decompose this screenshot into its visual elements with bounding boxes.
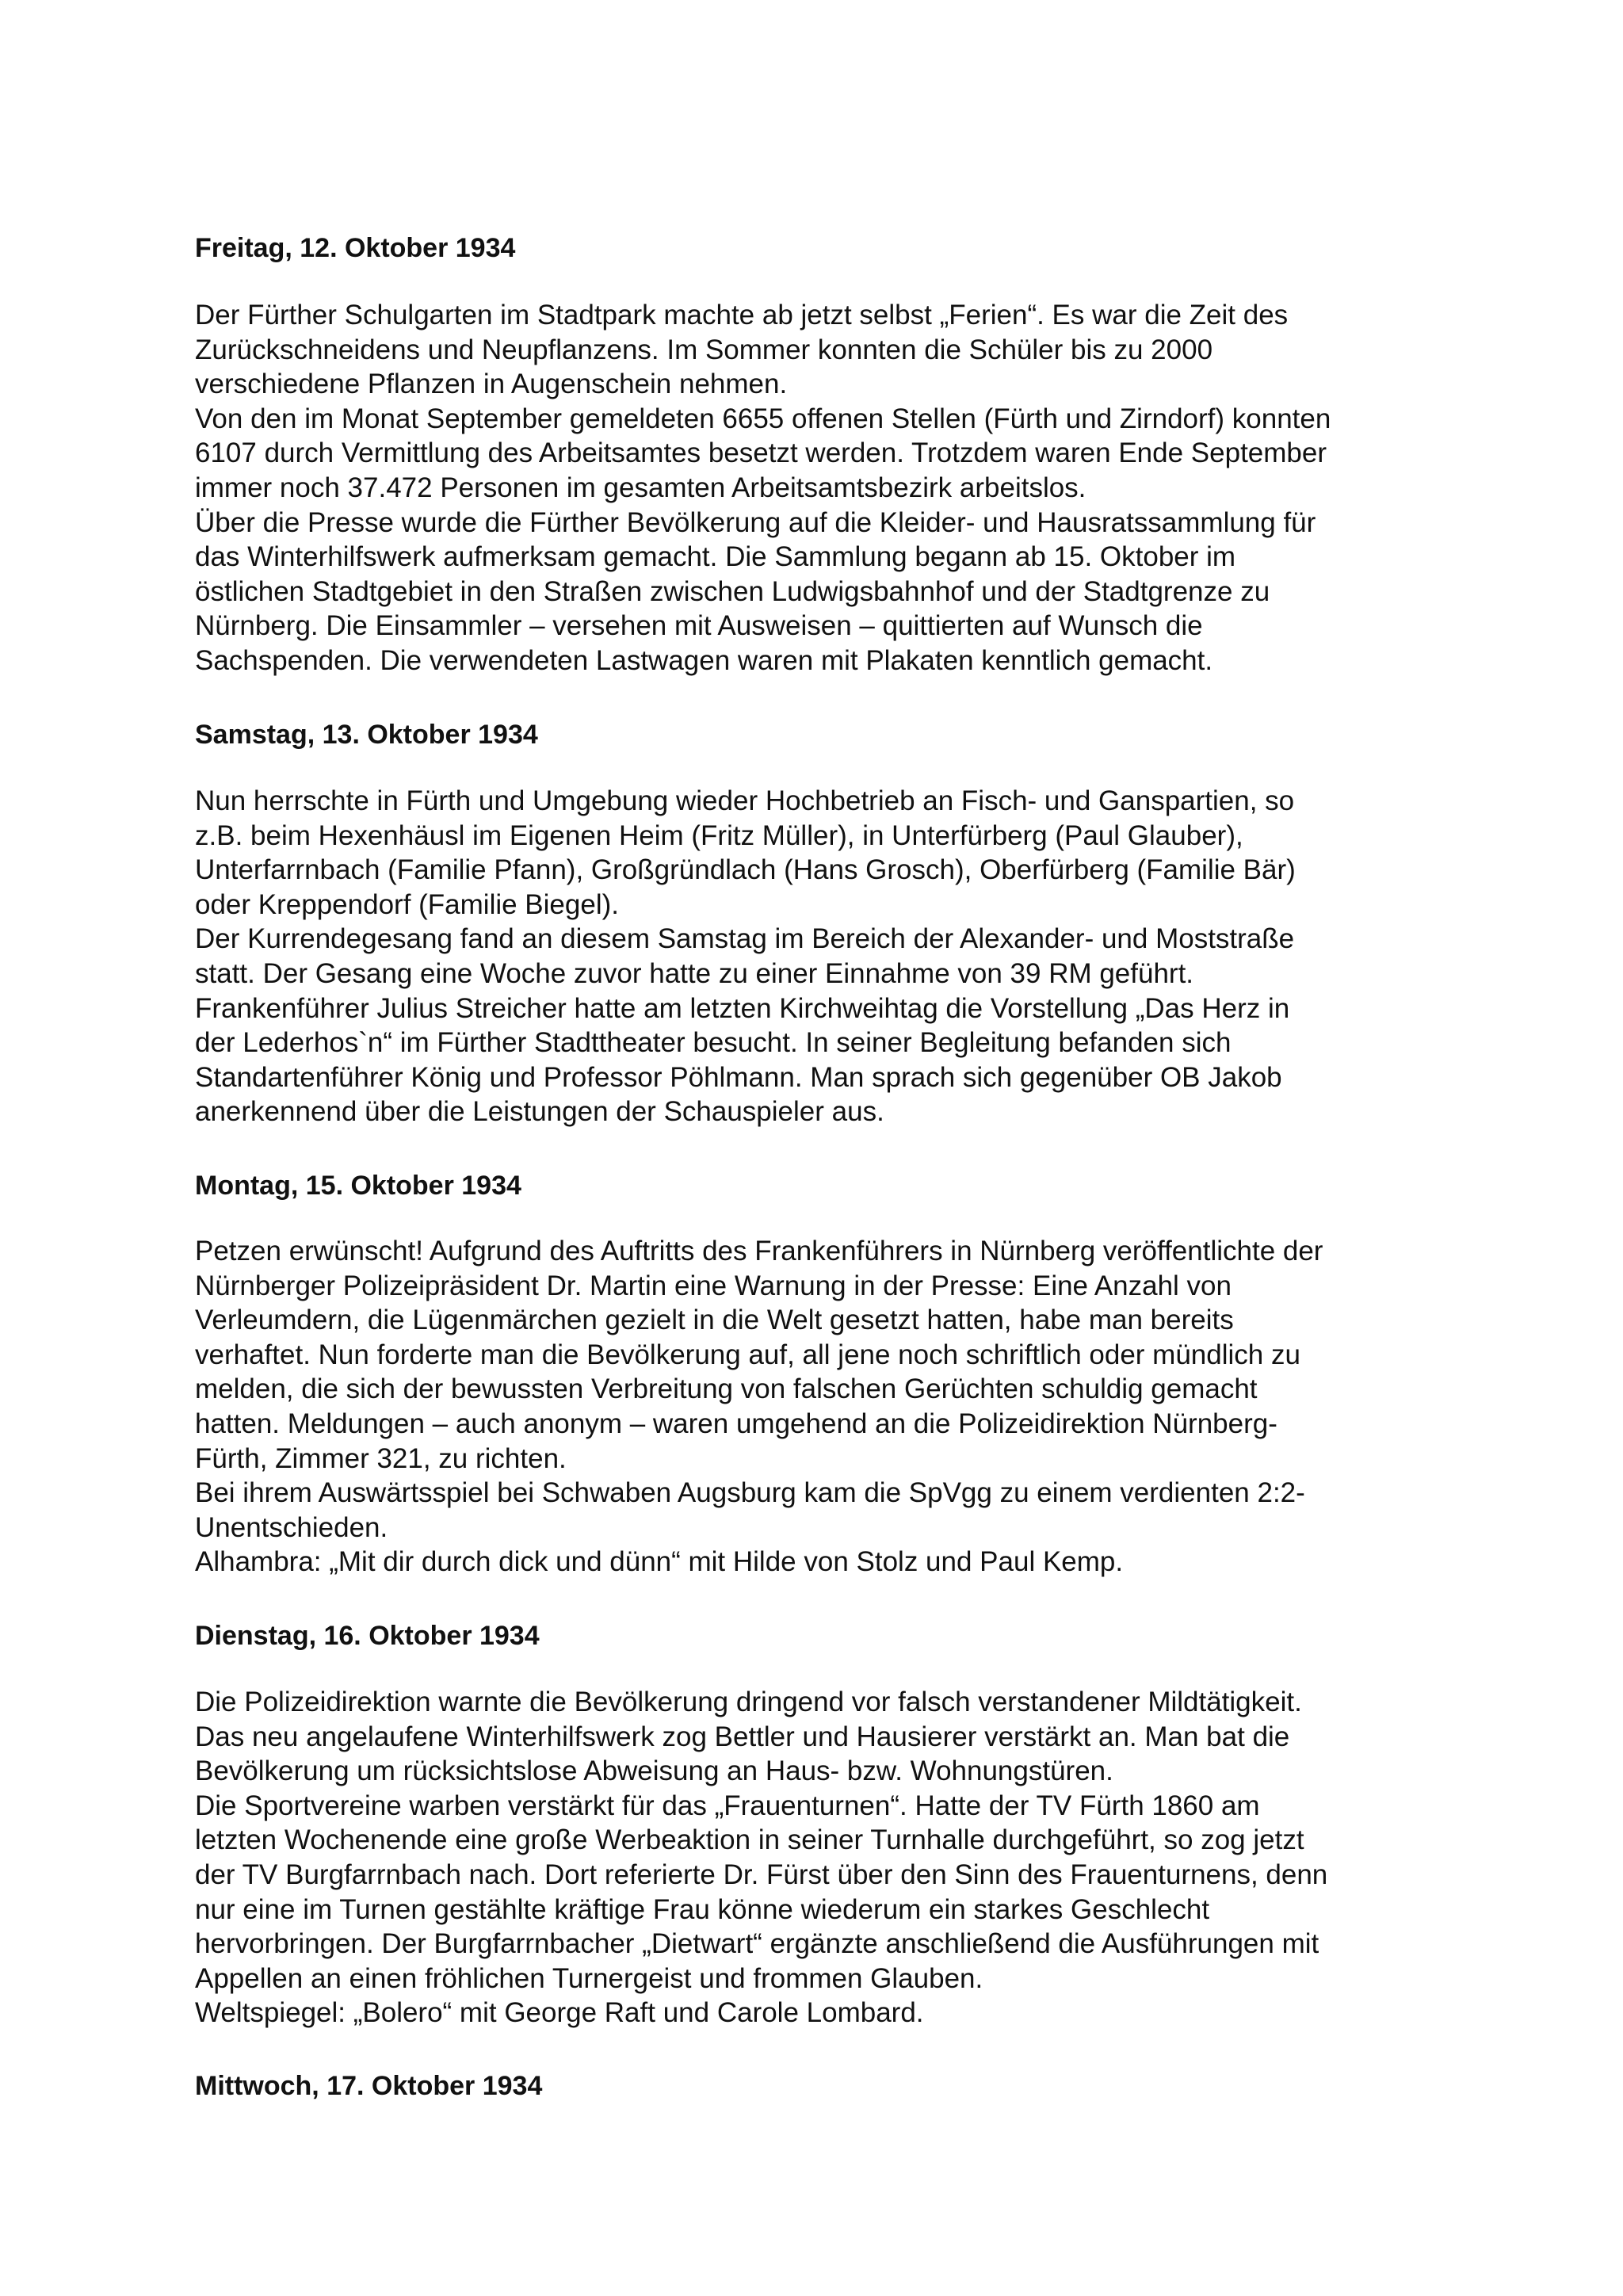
body-line: Über die Presse wurde die Fürther Bevölkerung auf die Kleider- und Hausratssammlung für: [195, 506, 1316, 538]
body-line: Nürnberger Polizeipräsident Dr. Martin eine Warnung in der Presse: Eine Anzahl von: [195, 1270, 1232, 1301]
body-line: Nun herrschte in Fürth und Umgebung wieder Hochbetrieb an Fisch- und Ganspartien, so: [195, 785, 1295, 816]
body-line: letzten Wochenende eine große Werbeaktion in seiner Turnhalle durchgeführt, so zog jetzt: [195, 1824, 1304, 1856]
body-line: Appellen an einen fröhlichen Turnergeist und frommen Glauben.: [195, 1962, 983, 1994]
body-line: Unterfarrnbach (Familie Pfann), Großgründlach (Hans Grosch), Oberfürberg (Familie Bär): [195, 854, 1296, 886]
body-line: Bevölkerung um rücksichtslose Abweisung an Haus- bzw. Wohnungstüren.: [195, 1755, 1113, 1787]
entry-date-heading: Dienstag, 16. Oktober 1934: [195, 1621, 540, 1651]
body-line: 6107 durch Vermittlung des Arbeitsamtes besetzt werden. Trotzdem waren Ende September: [195, 437, 1327, 469]
body-line: Zurückschneidens und Neupflanzens. Im Sommer konnten die Schüler bis zu 2000: [195, 334, 1213, 365]
entry-date-heading: Mittwoch, 17. Oktober 1934: [195, 2071, 543, 2101]
body-line: Petzen erwünscht! Aufgrund des Auftritts des Frankenführers in Nürnberg veröffentlichte der: [195, 1236, 1323, 1266]
entry-body: [195, 1234, 1431, 1580]
body-line: verschiedene Pflanzen in Augenschein nehmen.: [195, 369, 788, 400]
body-line: Sachspenden. Die verwendeten Lastwagen waren mit Plakaten kenntlich gemacht.: [195, 644, 1213, 676]
entry-body: [195, 298, 1431, 678]
body-line: der Lederhos`n“ im Fürther Stadttheater besucht. In seiner Begleitung befanden sich: [195, 1027, 1232, 1059]
entry-date-heading: Samstag, 13. Oktober 1934: [195, 720, 538, 750]
body-line: Fürth, Zimmer 321, zu richten.: [195, 1442, 567, 1474]
body-line: Standartenführer König und Professor Pöhlmann. Man sprach sich gegenüber OB Jakob: [195, 1061, 1282, 1093]
body-line: Unentschieden.: [195, 1511, 388, 1543]
body-line: Der Fürther Schulgarten im Stadtpark machte ab jetzt selbst „Ferien“. Es war die Zeit des: [195, 300, 1289, 330]
body-line: statt. Der Gesang eine Woche zuvor hatte zu einer Einnahme von 39 RM geführt.: [195, 957, 1194, 989]
body-line: Das neu angelaufene Winterhilfswerk zog Bettler und Hausierer verstärkt an. Man bat die: [195, 1721, 1290, 1752]
body-line: der TV Burgfarrnbach nach. Dort referierte Dr. Fürst über den Sinn des Frauenturnens, denn: [195, 1859, 1328, 1890]
body-line: Die Sportvereine warben verstärkt für das „Frauenturnen“. Hatte der TV Fürth 1860 am: [195, 1790, 1260, 1821]
entry-date-heading: Freitag, 12. Oktober 1934: [195, 233, 516, 263]
body-line: nur eine im Turnen gestählte kräftige Frau könne wiederum ein starkes Geschlecht: [195, 1893, 1210, 1925]
body-line: das Winterhilfswerk aufmerksam gemacht. Die Sammlung begann ab 15. Oktober im: [195, 541, 1236, 573]
body-line: Bei ihrem Auswärtsspiel bei Schwaben Augsburg kam die SpVgg zu einem verdienten 2:2-: [195, 1477, 1305, 1509]
body-line: verhaftet. Nun forderte man die Bevölkerung auf, all jene noch schriftlich oder mündlich zu: [195, 1339, 1300, 1370]
body-line: Verleumdern, die Lügenmärchen gezielt in die Welt gesetzt hatten, habe man bereits: [195, 1305, 1234, 1336]
body-line: Nürnberg. Die Einsammler – versehen mit Ausweisen – quittierten auf Wunsch die: [195, 610, 1203, 642]
body-line: Alhambra: „Mit dir durch dick und dünn“ mit Hilde von Stolz und Paul Kemp.: [195, 1546, 1124, 1578]
body-line: Von den im Monat September gemeldeten 6655 offenen Stellen (Fürth und Zirndorf) konnten: [195, 403, 1331, 434]
body-line: Frankenführer Julius Streicher hatte am letzten Kirchweihtag die Vorstellung „Das Herz in: [195, 992, 1290, 1024]
entry-body: [195, 784, 1431, 1129]
body-line: Der Kurrendegesang fand an diesem Samstag im Bereich der Alexander- und Moststraße: [195, 923, 1295, 955]
entry-body: [195, 1685, 1431, 2030]
body-line: melden, die sich der bewussten Verbreitung von falschen Gerüchten schuldig gemacht: [195, 1373, 1258, 1405]
body-line: Die Polizeidirektion warnte die Bevölkerung dringend vor falsch verstandener Mildtätigkeit.: [195, 1687, 1302, 1717]
body-line: östlichen Stadtgebiet in den Straßen zwischen Ludwigsbahnhof und der Stadtgrenze zu: [195, 575, 1270, 607]
body-line: Weltspiegel: „Bolero“ mit George Raft und Carole Lombard.: [195, 1997, 924, 2029]
body-line: hervorbringen. Der Burgfarrnbacher „Dietwart“ ergänzte anschließend die Ausführungen mit: [195, 1928, 1319, 1960]
body-line: immer noch 37.472 Personen im gesamten Arbeitsamtsbezirk arbeitslos.: [195, 472, 1086, 503]
body-line: hatten. Meldungen – auch anonym – waren umgehend an die Polizeidirektion Nürnberg-: [195, 1408, 1277, 1439]
body-line: oder Kreppendorf (Familie Biegel).: [195, 888, 619, 920]
body-line: anerkennend über die Leistungen der Schauspieler aus.: [195, 1096, 884, 1128]
body-line: z.B. beim Hexenhäusl im Eigenen Heim (Fritz Müller), in Unterfürberg (Paul Glauber),: [195, 819, 1243, 851]
entry-date-heading: Montag, 15. Oktober 1934: [195, 1171, 521, 1201]
